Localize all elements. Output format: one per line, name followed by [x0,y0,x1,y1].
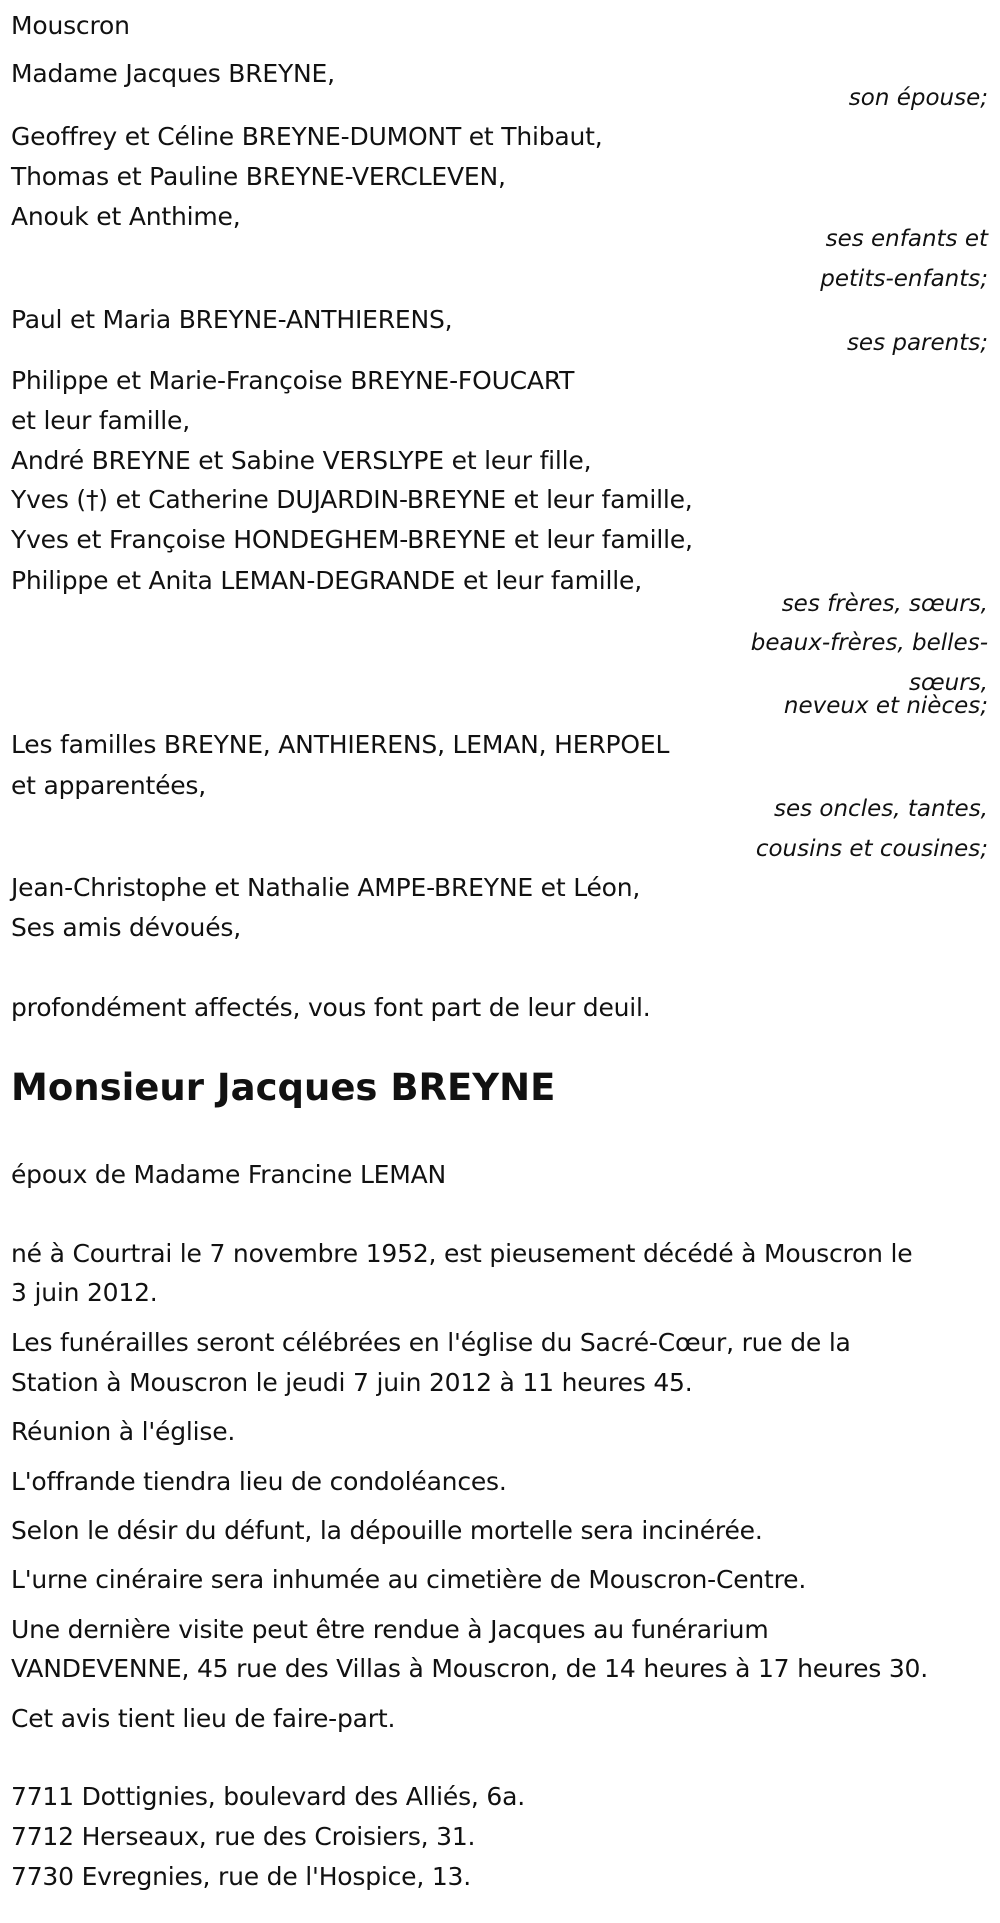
detail-line: Cet avis tient lieu de faire-part. [11,1704,396,1733]
detail-line: Les funérailles seront célébrées en l'église du Sacré-Cœur, rue de la [11,1328,851,1357]
family-line: Ses amis dévoués, [11,913,241,942]
family-line: Anouk et Anthime, [11,202,241,231]
detail-line: né à Courtrai le 7 novembre 1952, est pieusement décédé à Mouscron le [11,1239,913,1268]
relation-label: cousins et cousines; [755,836,988,862]
family-line: Thomas et Pauline BREYNE-VERCLEVEN, [11,162,506,191]
detail-line: Station à Mouscron le jeudi 7 juin 2012 à 11 heures 45. [11,1368,693,1397]
family-line: Yves (†) et Catherine DUJARDIN-BREYNE et leur famille, [11,485,693,514]
detail-line: Selon le désir du défunt, la dépouille mortelle sera incinérée. [11,1516,763,1545]
relation-label: ses parents; [846,330,988,356]
family-line: Les familles BREYNE, ANTHIERENS, LEMAN, HERPOEL [11,730,670,759]
family-line: Madame Jacques BREYNE, [11,59,335,88]
address-line: 7711 Dottignies, boulevard des Alliés, 6a. [11,1782,525,1811]
family-line: Paul et Maria BREYNE-ANTHIERENS, [11,305,453,334]
relation-label: petits-enfants; [820,266,988,292]
detail-line: Une dernière visite peut être rendue à Jacques au funérarium [11,1615,769,1644]
deceased-name: Monsieur Jacques BREYNE [11,1066,556,1109]
detail-line: Réunion à l'église. [11,1417,236,1446]
detail-line: L'urne cinéraire sera inhumée au cimetière de Mouscron-Centre. [11,1565,807,1594]
relation-label: sœurs, [909,670,988,696]
family-line: André BREYNE et Sabine VERSLYPE et leur fille, [11,446,592,475]
family-line: Philippe et Marie-Françoise BREYNE-FOUCART [11,366,575,395]
family-line: Geoffrey et Céline BREYNE-DUMONT et Thibaut, [11,122,603,151]
relation-label: neveux et nièces; [783,693,988,719]
relation-label: son épouse; [848,85,988,111]
spouse-line: époux de Madame Francine LEMAN [11,1160,447,1189]
family-line: et apparentées, [11,771,206,800]
family-line: et leur famille, [11,406,190,435]
relation-label: ses frères, sœurs, [781,591,988,617]
relation-label: ses oncles, tantes, [773,796,988,822]
family-line: Jean-Christophe et Nathalie AMPE-BREYNE et Léon, [11,873,641,902]
detail-line: L'offrande tiendra lieu de condoléances. [11,1467,507,1496]
relation-label: ses enfants et [825,226,988,252]
address-line: 7730 Evregnies, rue de l'Hospice, 13. [11,1862,472,1891]
family-line: Yves et Françoise HONDEGHEM-BREYNE et leur famille, [11,525,693,554]
detail-line: VANDEVENNE, 45 rue des Villas à Mouscron, de 14 heures à 17 heures 30. [11,1654,929,1683]
detail-line: 3 juin 2012. [11,1278,158,1307]
family-line: Philippe et Anita LEMAN-DEGRANDE et leur famille, [11,566,642,595]
location: Mouscron [11,11,130,40]
announcement: profondément affectés, vous font part de leur deuil. [11,993,651,1022]
relation-label: beaux-frères, belles- [750,630,988,656]
address-line: 7712 Herseaux, rue des Croisiers, 31. [11,1822,476,1851]
